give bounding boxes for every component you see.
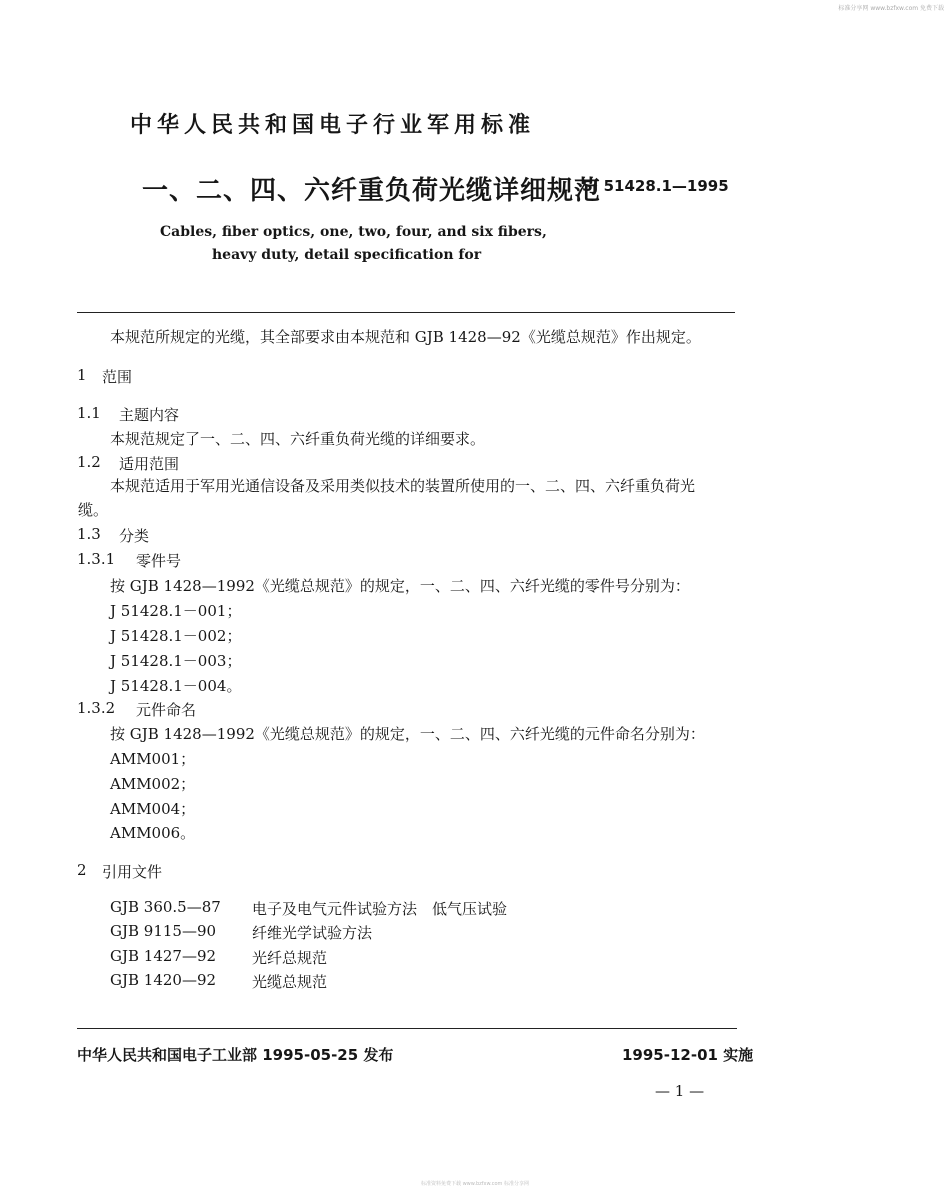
english-title-line-2: heavy duty, detail specification for [212,247,482,263]
reference-code: GJB 1420—92 [110,971,217,989]
reference-code: GJB 9115—90 [110,922,217,940]
part-number-item: J 51428.1－004。 [110,677,242,695]
section-1-3-2-text: 按 GJB 1428—1992《光缆总规范》的规定，一、二、四、六纤光缆的元件命名分别为： [110,725,705,743]
effective-date: 1995-12-01 实施 [622,1046,754,1064]
reference-code: GJB 1427—92 [110,947,217,965]
part-number-item: J 51428.1－002； [110,627,242,645]
section-1-3-1-text: 按 GJB 1428—1992《光缆总规范》的规定，一、二、四、六纤光缆的零件号分别为： [110,577,690,595]
component-name-item: AMM006。 [110,824,196,842]
footer-divider [77,1028,737,1029]
section-1-3-2-number: 1.3.2 [77,699,116,717]
section-1-2-title: 适用范围 [119,455,180,473]
header-divider [77,312,735,313]
english-title-line-1: Cables, fiber optics, one, two, four, and six fibers, [160,224,547,240]
component-name-item: AMM004； [110,800,196,818]
section-1-2-text-line-2: 缆。 [78,501,109,519]
reference-code: GJB 360.5—87 [110,898,221,916]
reference-title: 光缆总规范 [252,973,328,991]
reference-title: 纤维光学试验方法 [252,924,373,942]
part-number-item: J 51428.1－001； [110,602,242,620]
standard-class-heading: 中华人民共和国电子行业军用标准 [130,113,536,138]
component-name-item: AMM002； [110,775,196,793]
section-1-2-number: 1.2 [77,453,101,471]
section-1-1-number: 1.1 [77,404,101,422]
reference-title: 电子及电气元件试验方法 低气压试验 [252,900,508,918]
section-2-title: 引用文件 [102,863,163,881]
document-title: 一、二、四、六纤重负荷光缆详细规范 [142,176,602,206]
issuer-line: 中华人民共和国电子工业部 1995-05-25 发布 [77,1046,394,1064]
section-1-2-text-line-1: 本规范适用于军用光通信设备及采用类似技术的装置所使用的一、二、四、六纤重负荷光 [110,477,696,495]
intro-paragraph: 本规范所规定的光缆，其全部要求由本规范和 GJB 1428—92《光缆总规范》作出规定。 [110,328,701,346]
section-1-title: 范围 [102,368,133,386]
component-name-item: AMM001； [110,750,196,768]
section-1-number: 1 [77,366,87,384]
section-1-3-number: 1.3 [77,525,101,543]
standard-code: SJ 51428.1—1995 [582,177,729,195]
section-1-3-1-number: 1.3.1 [77,550,116,568]
section-1-3-2-title: 元件命名 [136,701,197,719]
section-1-1-title: 主题内容 [119,406,180,424]
corner-watermark: 标准分享网 www.bzfxw.com 免费下载 [838,5,944,12]
page-number: — 1 — [655,1082,705,1100]
part-number-item: J 51428.1－003； [110,652,242,670]
section-1-3-1-title: 零件号 [136,552,182,570]
section-1-1-text: 本规范规定了一、二、四、六纤重负荷光缆的详细要求。 [110,430,486,448]
bottom-watermark: 标准资料免费下载 www.bzfxw.com 标准分享网 [421,1181,529,1187]
section-1-3-title: 分类 [119,527,150,545]
section-2-number: 2 [77,861,87,879]
reference-title: 光纤总规范 [252,949,328,967]
